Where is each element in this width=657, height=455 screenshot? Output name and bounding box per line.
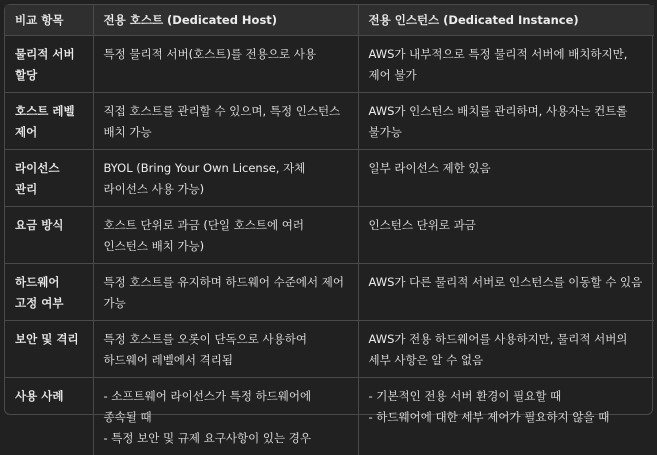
row-label: 호스트 레벨 제어: [5, 93, 93, 150]
header-dedicated-instance: 전용 인스턴스 (Dedicated Instance): [358, 5, 654, 36]
instance-cell: AWS가 내부적으로 특정 물리적 서버에 배치하지만, 제어 불가: [358, 36, 654, 93]
table-row: [5, 150, 654, 207]
table-header-row: [5, 5, 654, 36]
instance-cell: AWS가 인스턴스 배치를 관리하며, 사용자는 컨트롤 불가능: [358, 93, 654, 150]
instance-cell: 일부 라이선스 제한 있음: [358, 150, 654, 207]
host-cell: 호스트 단위로 과금 (단일 호스트에 여러 인스턴스 배치 가능): [93, 207, 358, 264]
host-use-case-list: [104, 386, 348, 449]
instance-cell: 인스턴스 단위로 과금: [358, 207, 654, 264]
row-label: 사용 사례: [5, 378, 93, 455]
instance-use-case-list: [369, 386, 645, 428]
list-item: - 특정 보안 및 규제 요구사항이 있는 경우: [104, 428, 348, 449]
host-cell: 특정 호스트를 오롯이 단독으로 사용하여 하드웨어 레벨에서 격리됨: [93, 321, 358, 378]
instance-cell: AWS가 전용 하드웨어를 사용하지만, 물리적 서버의 세부 사항은 알 수 없음: [358, 321, 654, 378]
host-cell: 직접 호스트를 관리할 수 있으며, 특정 인스턴스 배치 가능: [93, 93, 358, 150]
list-item: - 기본적인 전용 서버 환경이 필요할 때: [369, 386, 645, 407]
table-row: [5, 264, 654, 321]
comparison-table-container: [4, 4, 653, 415]
row-label: 요금 방식: [5, 207, 93, 264]
header-dedicated-host: 전용 호스트 (Dedicated Host): [93, 5, 358, 36]
row-label: 하드웨어 고정 여부: [5, 264, 93, 321]
table-row: [5, 207, 654, 264]
row-label: 보안 및 격리: [5, 321, 93, 378]
header-criteria: 비교 항목: [5, 5, 93, 36]
comparison-table: [5, 5, 654, 455]
host-cell: 특정 호스트를 유지하며 하드웨어 수준에서 제어 가능: [93, 264, 358, 321]
host-cell: [93, 378, 358, 455]
table-row: [5, 321, 654, 378]
host-cell: 특정 물리적 서버(호스트)를 전용으로 사용: [93, 36, 358, 93]
instance-cell: [358, 378, 654, 455]
instance-cell: AWS가 다른 물리적 서버로 인스턴스를 이동할 수 있음: [358, 264, 654, 321]
host-cell: BYOL (Bring Your Own License, 자체 라이선스 사용 가능): [93, 150, 358, 207]
table-row: [5, 93, 654, 150]
list-item: - 소프트웨어 라이선스가 특정 하드웨어에 종속될 때: [104, 386, 348, 428]
table-row: [5, 36, 654, 93]
list-item: - 하드웨어에 대한 세부 제어가 필요하지 않을 때: [369, 407, 645, 428]
row-label: 물리적 서버 할당: [5, 36, 93, 93]
table-row-use-case: [5, 378, 654, 455]
row-label: 라이선스 관리: [5, 150, 93, 207]
